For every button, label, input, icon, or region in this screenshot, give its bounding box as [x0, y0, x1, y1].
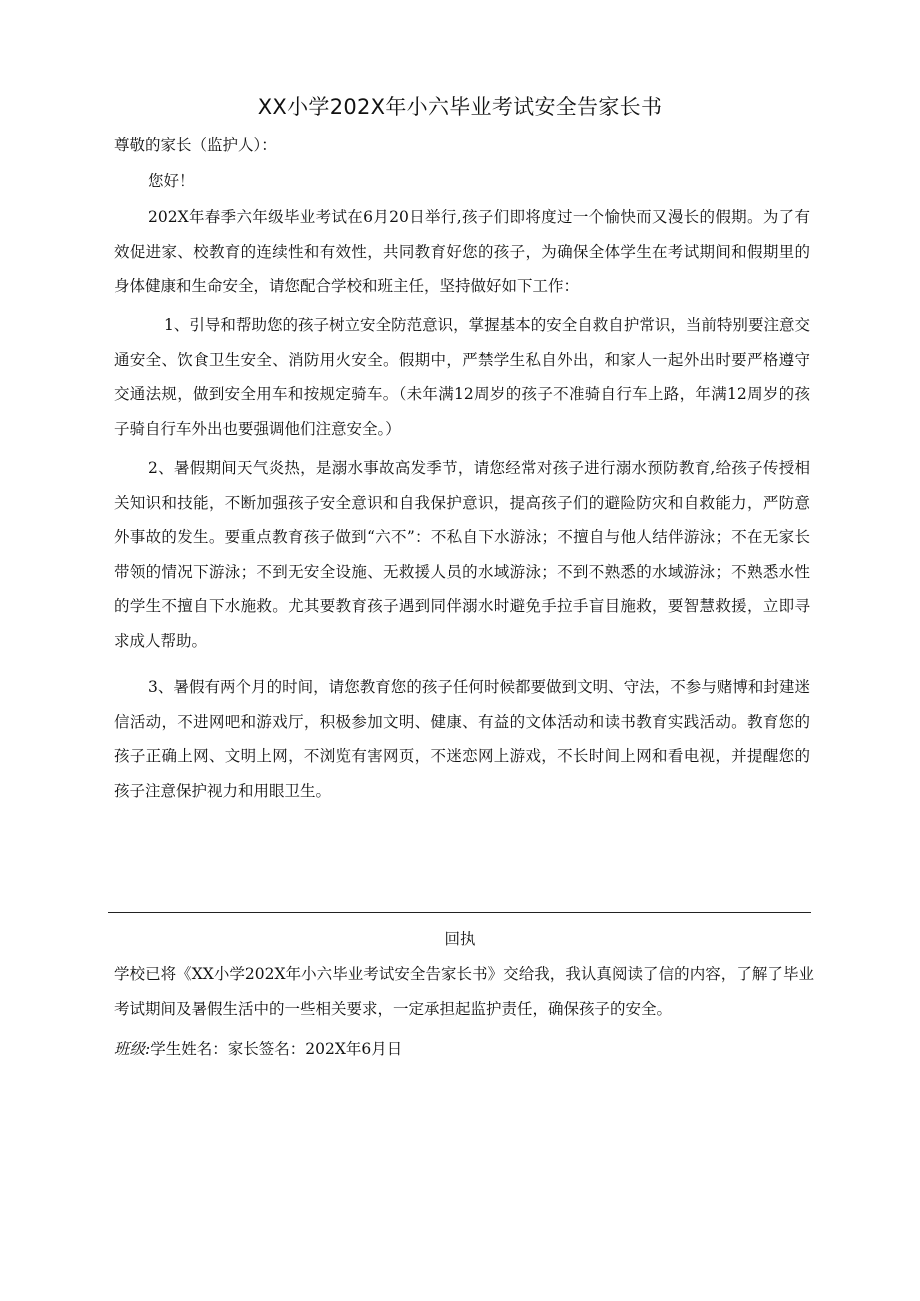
greeting: 您好！ — [148, 172, 195, 190]
salutation: 尊敬的家长（监护人）： — [114, 136, 277, 154]
document-title: XX小学202X年小六毕业考试安全告家长书 — [257, 95, 663, 119]
intro-paragraph: 202X年春季六年级毕业考试在6月20日举行,孩子们即将度过一个愉快而又漫长的假期。为了有效促进家、校教育的连续性和有效性，共同教育好您的孩子，为确保全体学生在考试期间和假期里的身体健康和生命安全，请您配合学校和班主任，坚持做好如下工作： — [114, 208, 810, 295]
safety-item-2: 2、暑假期间天气炎热，是溺水事故高发季节，请您经常对孩子进行溺水预防教育,给孩子传授相关知识和技能，不断加强孩子安全意识和自我保护意识，提高孩子们的避险防灾和自救能力，严防意外事故的发生。要重点教育孩子做到“六不”：不私自下水游泳；不擅自与他人结伴游泳；不在无家长带领的情况下游泳；不到无安全设施、无救援人员的水域游泳；不到不熟悉的水域游泳；不熟悉水性的学生不擅自下水施救。尤其要教育孩子遇到同伴溺水时避免手拉手盲目施救，要智慧救援，立即寻求成人帮助。 — [114, 459, 810, 650]
receipt-divider — [108, 912, 811, 913]
receipt-body: 学校已将《XX小学202X年小六毕业考试安全告家长书》交给我，我认真阅读了信的内容，了解了毕业考试期间及暑假生活中的一些相关要求，一定承担起监护责任，确保孩子的安全。 — [114, 965, 814, 1018]
safety-item-1: 1、引导和帮助您的孩子树立安全防范意识，掌握基本的安全自救自护常识，当前特别要注意交通安全、饮食卫生安全、消防用火安全。假期中，严禁学生私自外出，和家人一起外出时要严格遵守交通法规，做到安全用车和按规定骑车。（未年满12周岁的孩子不准骑自行车上路，年满12周岁的孩子骑自行车外出也要强调他们注意安全。） — [114, 316, 810, 438]
parent-signature-label: 家长签名： — [227, 1040, 306, 1058]
date-label: 202X年6月日 — [305, 1040, 403, 1058]
receipt-title: 回执 — [444, 930, 476, 948]
student-name-label: 学生姓名： — [150, 1040, 228, 1058]
signature-line — [114, 1038, 402, 1060]
safety-item-3: 3、暑假有两个月的时间，请您教育您的孩子任何时候都要做到文明、守法，不参与赌博和封建迷信活动，不进网吧和游戏厅，积极参加文明、健康、有益的文体活动和读书教育实践活动。教育您的孩子正确上网、文明上网，不浏览有害网页，不迷恋网上游戏，不长时间上网和看电视，并提醒您的孩子注意保护视力和用眼卫生。 — [114, 678, 810, 800]
class-label: 班级: — [114, 1040, 151, 1058]
